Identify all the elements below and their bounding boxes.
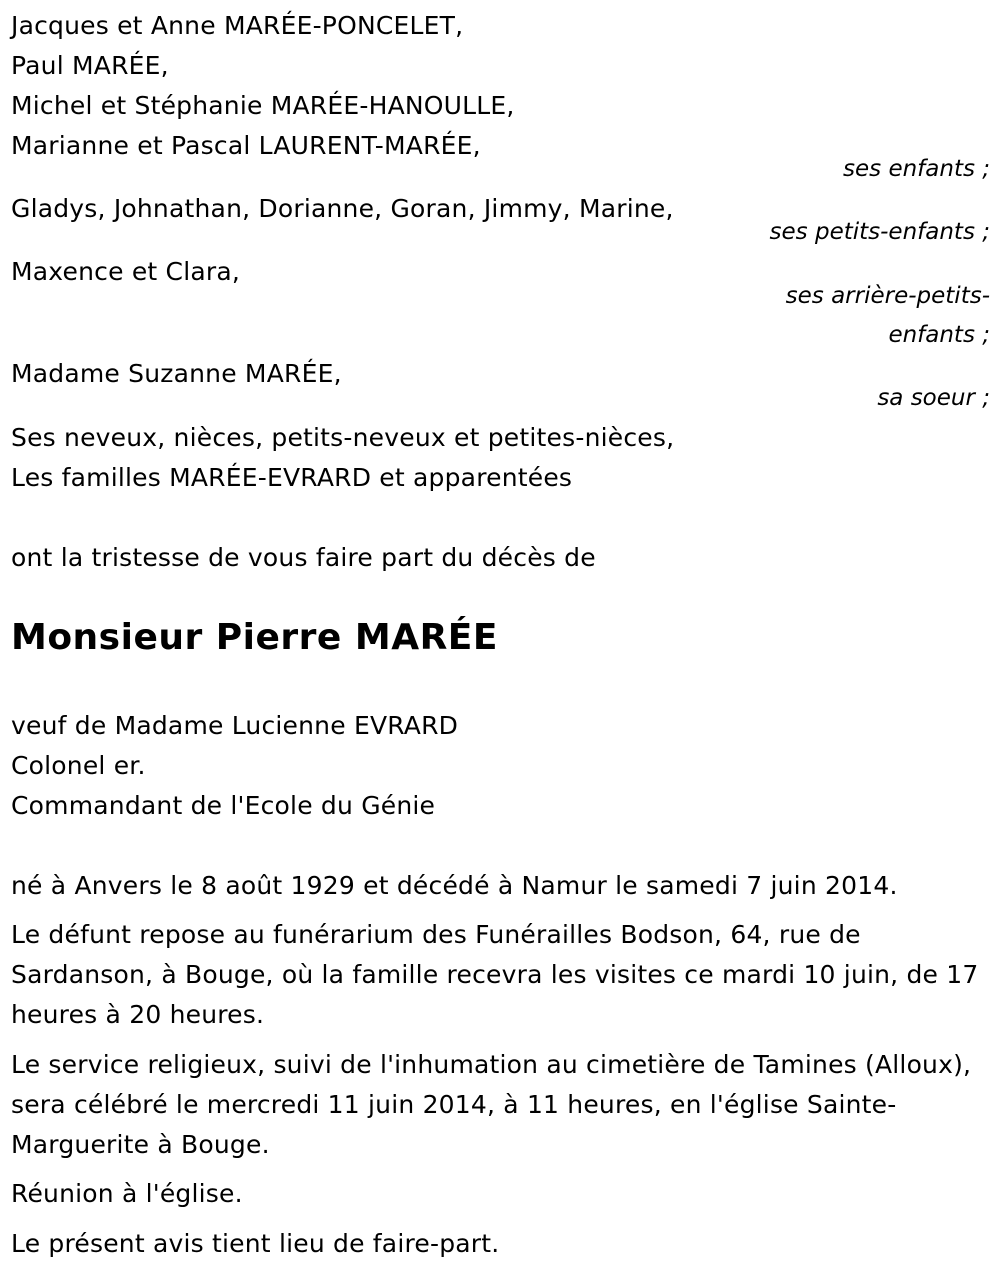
child-line-3: Michel et Stéphanie MARÉE-HANOULLE, — [11, 91, 515, 120]
grandchildren-role: ses petits-enfants ; — [769, 219, 990, 245]
deceased-detail-3: Commandant de l'Ecole du Génie — [11, 791, 436, 820]
grandchildren-line: Gladys, Johnathan, Dorianne, Goran, Jimmy, Marine, — [11, 194, 674, 223]
deceased-detail-1: veuf de Madame Lucienne EVRARD — [11, 711, 459, 740]
great-grandchildren-role-1: ses arrière-petits- — [785, 283, 990, 309]
child-line-1: Jacques et Anne MARÉE-PONCELET, — [11, 11, 464, 40]
notice-paragraph: Le présent avis tient lieu de faire-part. — [11, 1229, 500, 1258]
child-line-4: Marianne et Pascal LAURENT-MARÉE, — [11, 131, 481, 160]
deceased-detail-2: Colonel er. — [11, 751, 146, 780]
great-grandchildren-role-2: enfants ; — [888, 322, 990, 348]
great-grandchildren-line: Maxence et Clara, — [11, 257, 241, 286]
children-role: ses enfants ; — [843, 156, 990, 182]
meeting-paragraph: Réunion à l'église. — [11, 1179, 243, 1208]
sister-line: Madame Suzanne MARÉE, — [11, 359, 342, 388]
birth-death-paragraph: né à Anvers le 8 août 1929 et décédé à Namur le samedi 7 juin 2014. — [11, 871, 898, 900]
child-line-2: Paul MARÉE, — [11, 51, 169, 80]
deceased-name: Monsieur Pierre MARÉE — [11, 617, 498, 658]
service-paragraph: Le service religieux, suivi de l'inhumation au cimetière de Tamines (Alloux), sera célébré le mercredi 11 juin 2014, à 11 heures, en l'église Sainte-Marguerite à Bouge. — [11, 1050, 972, 1159]
sister-role: sa soeur ; — [877, 385, 990, 411]
announcement-text: ont la tristesse de vous faire part du décès de — [11, 543, 596, 572]
others-line-2: Les familles MARÉE-EVRARD et apparentées — [11, 463, 573, 492]
repose-paragraph: Le défunt repose au funérarium des Funérailles Bodson, 64, rue de Sardanson, à Bouge, où la famille recevra les visites ce mardi 10 juin, de 17 heures à 20 heures. — [11, 920, 979, 1029]
others-line-1: Ses neveux, nièces, petits-neveux et petites-nièces, — [11, 423, 675, 452]
